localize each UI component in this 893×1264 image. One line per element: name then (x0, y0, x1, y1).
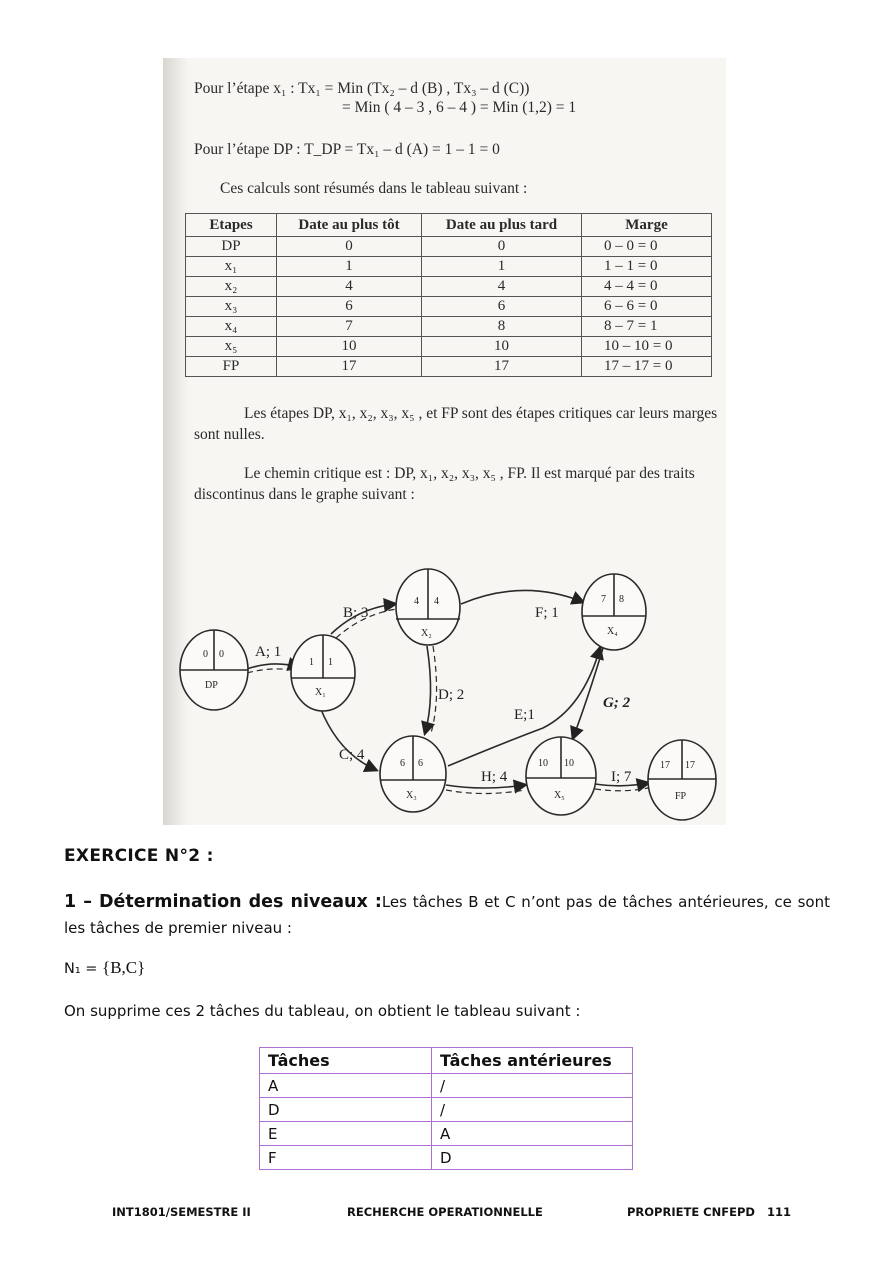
cell-etape: DP (186, 237, 277, 257)
section-text: Les tâches B et C n’ont pas de tâches antérieures, ce sont les tâches de premier niveau : (64, 893, 830, 937)
tasks-table (259, 1047, 633, 1170)
cell-plus-tard: 1 (422, 257, 582, 277)
remove-paragraph: On supprime ces 2 tâches du tableau, on obtient le tableau suivant : (64, 1002, 581, 1020)
arc-g (573, 648, 603, 738)
cell-etape: FP (186, 357, 277, 377)
node-fp-early: 17 (660, 760, 670, 771)
col-header-taches-anterieures: Tâches antérieures (432, 1048, 633, 1074)
critical-path-paragraph: Le chemin critique est : DP, x₁, x₂, x₃, x₅ , FP. Il est marqué par des traits discontinus dans le graphe suivant : (194, 465, 695, 503)
arc-label-a: A; 1 (255, 644, 282, 660)
node-x3-early: 6 (400, 758, 405, 769)
arc-h (446, 785, 525, 788)
node-x4-late: 8 (619, 594, 624, 605)
node-x5-label: X₅ (554, 790, 565, 801)
node-x2-label: X₂ (421, 628, 432, 639)
section-title: 1 – Détermination des niveaux : (64, 892, 382, 912)
table-row (186, 237, 712, 257)
critical-steps-paragraph: Les étapes DP, x₁, x₂, x₃, x₅ , et FP sont des étapes critiques car leurs marges sont nulles. (194, 405, 718, 443)
col-header-etapes: Etapes (186, 214, 277, 237)
dates-table-header-row (186, 214, 712, 237)
section-paragraph (64, 889, 830, 941)
table-row (260, 1074, 633, 1098)
arc-d (425, 646, 431, 733)
cell-marge: 0 – 0 = 0 (582, 237, 712, 257)
cell-marge: 4 – 4 = 0 (582, 277, 712, 297)
tasks-table-header-row (260, 1048, 633, 1074)
footer-course-code: INT1801/SEMESTRE II (112, 1205, 251, 1219)
cell-anterieure: D (432, 1146, 633, 1170)
cell-marge: 10 – 10 = 0 (582, 337, 712, 357)
cell-plus-tard: 10 (422, 337, 582, 357)
cell-plus-tard: 17 (422, 357, 582, 377)
footer-course-title: RECHERCHE OPERATIONNELLE (347, 1205, 543, 1219)
cell-anterieure: / (432, 1074, 633, 1098)
exercise-title: EXERCICE N°2 : (64, 846, 214, 866)
node-dp-early: 0 (203, 649, 208, 660)
formula-tx1-line: Pour l’étape x₁ : Tx₁ = Min (Tx₂ – d (B) , Tx₃ – d (C)) (194, 80, 530, 97)
arc-label-d: D; 2 (438, 687, 465, 703)
cell-marge: 1 – 1 = 0 (582, 257, 712, 277)
formula-tx1-result: = Min ( 4 – 3 , 6 – 4 ) = Min (1,2) = 1 (342, 99, 577, 116)
scanned-solution-image (163, 58, 726, 825)
node-x1-early: 1 (309, 657, 314, 668)
table-row (186, 357, 712, 377)
table-row (186, 337, 712, 357)
table-row (186, 277, 712, 297)
cell-anterieure: A (432, 1122, 633, 1146)
level-set: {B,C} (102, 958, 146, 977)
level-equation (64, 958, 145, 978)
col-header-taches: Tâches (260, 1048, 432, 1074)
page-number: 111 (767, 1205, 792, 1219)
cell-etape: x₅ (186, 337, 277, 357)
table-row (186, 317, 712, 337)
cell-plus-tot: 1 (277, 257, 422, 277)
cell-plus-tot: 7 (277, 317, 422, 337)
cell-marge: 8 – 7 = 1 (582, 317, 712, 337)
table-row (186, 297, 712, 317)
cell-etape: x₄ (186, 317, 277, 337)
node-x1-label: X₁ (315, 687, 326, 698)
table-intro: Ces calculs sont résumés dans le tableau suivant : (220, 180, 528, 197)
dates-table (185, 213, 712, 377)
table-row (186, 257, 712, 277)
cell-etape: x₂ (186, 277, 277, 297)
col-header-marge: Marge (582, 214, 712, 237)
cell-tache: E (260, 1122, 432, 1146)
table-row (260, 1146, 633, 1170)
cell-plus-tot: 10 (277, 337, 422, 357)
cell-plus-tot: 17 (277, 357, 422, 377)
node-x4-label: X₄ (607, 626, 618, 637)
cell-plus-tot: 0 (277, 237, 422, 257)
node-x3 (380, 736, 446, 812)
cell-plus-tard: 8 (422, 317, 582, 337)
arc-label-b: B; 3 (343, 605, 369, 621)
cell-plus-tard: 4 (422, 277, 582, 297)
arc-label-c: C; 4 (339, 747, 365, 763)
arc-label-h: H; 4 (481, 769, 508, 785)
node-x1 (291, 635, 355, 711)
formula-tdp-line: Pour l’étape DP : T_DP = Tx₁ – d (A) = 1 – 1 = 0 (194, 141, 500, 158)
node-dp-label: DP (205, 680, 218, 691)
cell-etape: x₃ (186, 297, 277, 317)
cell-plus-tard: 0 (422, 237, 582, 257)
footer-owner: PROPRIETE CNFEPD (627, 1205, 755, 1219)
cell-tache: F (260, 1146, 432, 1170)
node-x4 (582, 574, 646, 650)
node-fp (648, 740, 716, 820)
col-header-plus-tard: Date au plus tard (422, 214, 582, 237)
cell-marge: 17 – 17 = 0 (582, 357, 712, 377)
node-dp (180, 630, 248, 710)
arc-f (461, 590, 583, 604)
node-x5 (526, 737, 596, 815)
level-label: N₁ = (64, 961, 103, 977)
table-row (260, 1122, 633, 1146)
node-x3-late: 6 (418, 758, 423, 769)
arc-label-g: G; 2 (603, 695, 631, 711)
cell-plus-tard: 6 (422, 297, 582, 317)
node-x2-early: 4 (414, 596, 419, 607)
node-fp-label: FP (675, 791, 687, 802)
node-x5-early: 10 (538, 758, 548, 769)
col-header-plus-tot: Date au plus tôt (277, 214, 422, 237)
cell-tache: A (260, 1074, 432, 1098)
cell-marge: 6 – 6 = 0 (582, 297, 712, 317)
pert-graph (163, 508, 726, 825)
cell-tache: D (260, 1098, 432, 1122)
cell-etape: x₁ (186, 257, 277, 277)
node-x1-late: 1 (328, 657, 333, 668)
node-x2 (396, 569, 460, 645)
node-x5-late: 10 (564, 758, 574, 769)
node-x4-early: 7 (601, 594, 606, 605)
table-row (260, 1098, 633, 1122)
node-x3-label: X₃ (406, 790, 417, 801)
arc-label-e: E;1 (514, 707, 535, 723)
cell-anterieure: / (432, 1098, 633, 1122)
node-x2-late: 4 (434, 596, 439, 607)
cell-plus-tot: 4 (277, 277, 422, 297)
arc-label-i: I; 7 (611, 769, 632, 785)
node-fp-late: 17 (685, 760, 695, 771)
node-dp-late: 0 (219, 649, 224, 660)
cell-plus-tot: 6 (277, 297, 422, 317)
arc-label-f: F; 1 (535, 605, 559, 621)
